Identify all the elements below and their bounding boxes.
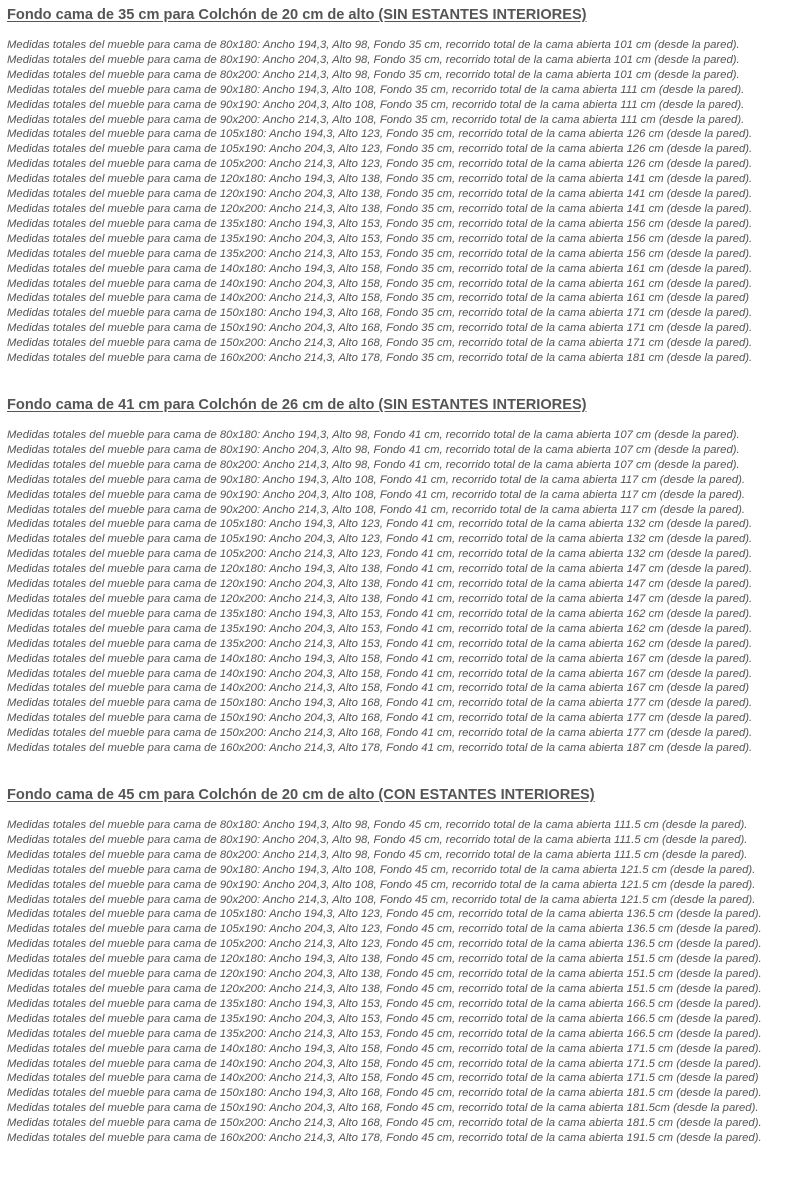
section-title: Fondo cama de 35 cm para Colchón de 20 cm de alto (SIN ESTANTES INTERIORES) <box>7 7 587 23</box>
measurement-row: Medidas totales del mueble para cama de 135x190: Ancho 204,3, Alto 153, Fondo 35 cm, recorrido total de la cama abierta 156 cm (desde la pared). <box>7 232 753 245</box>
measurement-row: Medidas totales del mueble para cama de 90x180: Ancho 194,3, Alto 108, Fondo 35 cm, recorrido total de la cama abierta 111 cm (desde la pared). <box>7 83 745 96</box>
measurement-row: Medidas totales del mueble para cama de 135x200: Ancho 214,3, Alto 153, Fondo 45 cm, recorrido total de la cama abierta 166.5 cm (desde la pared). <box>7 1027 762 1040</box>
measurement-list <box>7 38 799 366</box>
measurement-row: Medidas totales del mueble para cama de 150x200: Ancho 214,3, Alto 168, Fondo 35 cm, recorrido total de la cama abierta 171 cm (desde la pared). <box>7 337 753 350</box>
measurement-row: Medidas totales del mueble para cama de 120x200: Ancho 214,3, Alto 138, Fondo 41 cm, recorrido total de la cama abierta 147 cm (desde la pared). <box>7 592 753 605</box>
measurement-row: Medidas totales del mueble para cama de 120x190: Ancho 204,3, Alto 138, Fondo 35 cm, recorrido total de la cama abierta 141 cm (desde la pared). <box>7 188 753 201</box>
measurement-row: Medidas totales del mueble para cama de 90x200: Ancho 214,3, Alto 108, Fondo 35 cm, recorrido total de la cama abierta 111 cm (desde la pared). <box>7 113 745 126</box>
measurement-row: Medidas totales del mueble para cama de 80x200: Ancho 214,3, Alto 98, Fondo 45 cm, recorrido total de la cama abierta 111.5 cm (desde la pared). <box>7 848 748 861</box>
measurement-list <box>7 818 799 1146</box>
measurement-row: Medidas totales del mueble para cama de 80x190: Ancho 204,3, Alto 98, Fondo 41 cm, recorrido total de la cama abierta 107 cm (desde la pared). <box>7 443 740 456</box>
measurement-row: Medidas totales del mueble para cama de 90x200: Ancho 214,3, Alto 108, Fondo 41 cm, recorrido total de la cama abierta 117 cm (desde la pared). <box>7 503 746 516</box>
measurement-row: Medidas totales del mueble para cama de 150x190: Ancho 204,3, Alto 168, Fondo 41 cm, recorrido total de la cama abierta 177 cm (desde la pared). <box>7 712 753 725</box>
measurement-list <box>7 428 799 756</box>
measurement-row: Medidas totales del mueble para cama de 135x180: Ancho 194,3, Alto 153, Fondo 41 cm, recorrido total de la cama abierta 162 cm (desde la pared). <box>7 607 753 620</box>
measurement-row: Medidas totales del mueble para cama de 105x180: Ancho 194,3, Alto 123, Fondo 35 cm, recorrido total de la cama abierta 126 cm (desde la pared). <box>7 128 753 141</box>
measurement-row: Medidas totales del mueble para cama de 150x180: Ancho 194,3, Alto 168, Fondo 35 cm, recorrido total de la cama abierta 171 cm (desde la pared). <box>7 307 753 320</box>
measurement-row: Medidas totales del mueble para cama de 135x180: Ancho 194,3, Alto 153, Fondo 35 cm, recorrido total de la cama abierta 156 cm (desde la pared). <box>7 217 753 230</box>
measurement-row: Medidas totales del mueble para cama de 120x180: Ancho 194,3, Alto 138, Fondo 41 cm, recorrido total de la cama abierta 147 cm (desde la pared). <box>7 563 753 576</box>
measurement-row: Medidas totales del mueble para cama de 140x190: Ancho 204,3, Alto 158, Fondo 41 cm, recorrido total de la cama abierta 167 cm (desde la pared). <box>7 667 753 680</box>
measurement-row: Medidas totales del mueble para cama de 160x200: Ancho 214,3, Alto 178, Fondo 45 cm, recorrido total de la cama abierta 191.5 cm (desde la pared). <box>7 1132 762 1145</box>
section-fondo-41 <box>7 397 799 755</box>
measurement-row: Medidas totales del mueble para cama de 135x200: Ancho 214,3, Alto 153, Fondo 35 cm, recorrido total de la cama abierta 156 cm (desde la pared). <box>7 247 753 260</box>
measurement-row: Medidas totales del mueble para cama de 140x180: Ancho 194,3, Alto 158, Fondo 45 cm, recorrido total de la cama abierta 171.5 cm (desde la pared). <box>7 1042 762 1055</box>
measurement-row: Medidas totales del mueble para cama de 135x180: Ancho 194,3, Alto 153, Fondo 45 cm, recorrido total de la cama abierta 166.5 cm (desde la pared). <box>7 997 762 1010</box>
measurement-row: Medidas totales del mueble para cama de 80x180: Ancho 194,3, Alto 98, Fondo 35 cm, recorrido total de la cama abierta 101 cm (desde la pared). <box>7 39 740 51</box>
measurement-row: Medidas totales del mueble para cama de 105x200: Ancho 214,3, Alto 123, Fondo 41 cm, recorrido total de la cama abierta 132 cm (desde la pared). <box>7 548 753 561</box>
measurement-row: Medidas totales del mueble para cama de 120x190: Ancho 204,3, Alto 138, Fondo 45 cm, recorrido total de la cama abierta 151.5 cm (desde la pared). <box>7 968 762 981</box>
measurement-row: Medidas totales del mueble para cama de 150x190: Ancho 204,3, Alto 168, Fondo 35 cm, recorrido total de la cama abierta 171 cm (desde la pared). <box>7 322 753 335</box>
measurement-row: Medidas totales del mueble para cama de 105x200: Ancho 214,3, Alto 123, Fondo 45 cm, recorrido total de la cama abierta 136.5 cm (desde la pared). <box>7 938 762 951</box>
measurement-row: Medidas totales del mueble para cama de 140x200: Ancho 214,3, Alto 158, Fondo 45 cm, recorrido total de la cama abierta 171.5 cm (desde la pared) <box>7 1072 759 1085</box>
measurement-row: Medidas totales del mueble para cama de 105x190: Ancho 204,3, Alto 123, Fondo 41 cm, recorrido total de la cama abierta 132 cm (desde la pared). <box>7 533 753 546</box>
measurement-row: Medidas totales del mueble para cama de 105x180: Ancho 194,3, Alto 123, Fondo 41 cm, recorrido total de la cama abierta 132 cm (desde la pared). <box>7 518 753 531</box>
measurement-row: Medidas totales del mueble para cama de 140x200: Ancho 214,3, Alto 158, Fondo 35 cm, recorrido total de la cama abierta 161 cm (desde la pared) <box>7 292 750 305</box>
measurement-row: Medidas totales del mueble para cama de 120x180: Ancho 194,3, Alto 138, Fondo 35 cm, recorrido total de la cama abierta 141 cm (desde la pared). <box>7 173 753 186</box>
measurement-row: Medidas totales del mueble para cama de 80x200: Ancho 214,3, Alto 98, Fondo 35 cm, recorrido total de la cama abierta 101 cm (desde la pared). <box>7 68 740 81</box>
measurement-row: Medidas totales del mueble para cama de 90x190: Ancho 204,3, Alto 108, Fondo 35 cm, recorrido total de la cama abierta 111 cm (desde la pared). <box>7 98 745 111</box>
measurement-row: Medidas totales del mueble para cama de 90x200: Ancho 214,3, Alto 108, Fondo 45 cm, recorrido total de la cama abierta 121.5 cm (desde la pared). <box>7 893 756 906</box>
measurement-row: Medidas totales del mueble para cama de 140x180: Ancho 194,3, Alto 158, Fondo 41 cm, recorrido total de la cama abierta 167 cm (desde la pared). <box>7 652 753 665</box>
measurement-row: Medidas totales del mueble para cama de 150x190: Ancho 204,3, Alto 168, Fondo 45 cm, recorrido total de la cama abierta 181.5cm (desde la pared). <box>7 1102 759 1115</box>
measurement-row: Medidas totales del mueble para cama de 105x180: Ancho 194,3, Alto 123, Fondo 45 cm, recorrido total de la cama abierta 136.5 cm (desde la pared). <box>7 908 762 921</box>
section-fondo-45 <box>7 787 799 1145</box>
measurement-row: Medidas totales del mueble para cama de 120x200: Ancho 214,3, Alto 138, Fondo 35 cm, recorrido total de la cama abierta 141 cm (desde la pared). <box>7 202 753 215</box>
measurement-row: Medidas totales del mueble para cama de 135x190: Ancho 204,3, Alto 153, Fondo 41 cm, recorrido total de la cama abierta 162 cm (desde la pared). <box>7 622 753 635</box>
measurement-row: Medidas totales del mueble para cama de 80x190: Ancho 204,3, Alto 98, Fondo 35 cm, recorrido total de la cama abierta 101 cm (desde la pared). <box>7 53 740 66</box>
measurement-row: Medidas totales del mueble para cama de 105x190: Ancho 204,3, Alto 123, Fondo 45 cm, recorrido total de la cama abierta 136.5 cm (desde la pared). <box>7 923 762 936</box>
section-title: Fondo cama de 41 cm para Colchón de 26 cm de alto (SIN ESTANTES INTERIORES) <box>7 397 587 413</box>
section-title: Fondo cama de 45 cm para Colchón de 20 cm de alto (CON ESTANTES INTERIORES) <box>7 787 595 803</box>
measurement-row: Medidas totales del mueble para cama de 90x180: Ancho 194,3, Alto 108, Fondo 41 cm, recorrido total de la cama abierta 117 cm (desde la pared). <box>7 473 746 486</box>
measurement-row: Medidas totales del mueble para cama de 80x180: Ancho 194,3, Alto 98, Fondo 45 cm, recorrido total de la cama abierta 111.5 cm (desde la pared). <box>7 819 748 831</box>
measurement-row: Medidas totales del mueble para cama de 80x190: Ancho 204,3, Alto 98, Fondo 45 cm, recorrido total de la cama abierta 111.5 cm (desde la pared). <box>7 833 748 846</box>
measurement-row: Medidas totales del mueble para cama de 105x190: Ancho 204,3, Alto 123, Fondo 35 cm, recorrido total de la cama abierta 126 cm (desde la pared). <box>7 143 753 156</box>
measurement-row: Medidas totales del mueble para cama de 120x180: Ancho 194,3, Alto 138, Fondo 45 cm, recorrido total de la cama abierta 151.5 cm (desde la pared). <box>7 953 762 966</box>
measurement-row: Medidas totales del mueble para cama de 135x200: Ancho 214,3, Alto 153, Fondo 41 cm, recorrido total de la cama abierta 162 cm (desde la pared). <box>7 637 753 650</box>
measurement-row: Medidas totales del mueble para cama de 90x180: Ancho 194,3, Alto 108, Fondo 45 cm, recorrido total de la cama abierta 121.5 cm (desde la pared). <box>7 863 756 876</box>
measurement-row: Medidas totales del mueble para cama de 80x200: Ancho 214,3, Alto 98, Fondo 41 cm, recorrido total de la cama abierta 107 cm (desde la pared). <box>7 458 740 471</box>
measurement-row: Medidas totales del mueble para cama de 150x180: Ancho 194,3, Alto 168, Fondo 45 cm, recorrido total de la cama abierta 181.5 cm (desde la pared). <box>7 1087 762 1100</box>
measurement-row: Medidas totales del mueble para cama de 80x180: Ancho 194,3, Alto 98, Fondo 41 cm, recorrido total de la cama abierta 107 cm (desde la pared). <box>7 429 740 441</box>
measurement-row: Medidas totales del mueble para cama de 150x200: Ancho 214,3, Alto 168, Fondo 41 cm, recorrido total de la cama abierta 177 cm (desde la pared). <box>7 727 753 740</box>
measurement-row: Medidas totales del mueble para cama de 120x190: Ancho 204,3, Alto 138, Fondo 41 cm, recorrido total de la cama abierta 147 cm (desde la pared). <box>7 578 753 591</box>
measurement-row: Medidas totales del mueble para cama de 140x200: Ancho 214,3, Alto 158, Fondo 41 cm, recorrido total de la cama abierta 167 cm (desde la pared) <box>7 682 750 695</box>
section-fondo-35 <box>7 7 799 365</box>
measurement-row: Medidas totales del mueble para cama de 90x190: Ancho 204,3, Alto 108, Fondo 41 cm, recorrido total de la cama abierta 117 cm (desde la pared). <box>7 488 746 501</box>
measurement-row: Medidas totales del mueble para cama de 150x200: Ancho 214,3, Alto 168, Fondo 45 cm, recorrido total de la cama abierta 181.5 cm (desde la pared). <box>7 1117 762 1130</box>
measurement-row: Medidas totales del mueble para cama de 140x190: Ancho 204,3, Alto 158, Fondo 35 cm, recorrido total de la cama abierta 161 cm (desde la pared). <box>7 277 753 290</box>
measurement-row: Medidas totales del mueble para cama de 90x190: Ancho 204,3, Alto 108, Fondo 45 cm, recorrido total de la cama abierta 121.5 cm (desde la pared). <box>7 878 756 891</box>
measurement-row: Medidas totales del mueble para cama de 150x180: Ancho 194,3, Alto 168, Fondo 41 cm, recorrido total de la cama abierta 177 cm (desde la pared). <box>7 697 753 710</box>
measurement-row: Medidas totales del mueble para cama de 105x200: Ancho 214,3, Alto 123, Fondo 35 cm, recorrido total de la cama abierta 126 cm (desde la pared). <box>7 158 753 171</box>
measurement-row: Medidas totales del mueble para cama de 120x200: Ancho 214,3, Alto 138, Fondo 45 cm, recorrido total de la cama abierta 151.5 cm (desde la pared). <box>7 982 762 995</box>
measurement-row: Medidas totales del mueble para cama de 160x200: Ancho 214,3, Alto 178, Fondo 41 cm, recorrido total de la cama abierta 187 cm (desde la pared). <box>7 742 753 755</box>
measurement-row: Medidas totales del mueble para cama de 140x180: Ancho 194,3, Alto 158, Fondo 35 cm, recorrido total de la cama abierta 161 cm (desde la pared). <box>7 262 753 275</box>
measurement-row: Medidas totales del mueble para cama de 160x200: Ancho 214,3, Alto 178, Fondo 35 cm, recorrido total de la cama abierta 181 cm (desde la pared). <box>7 352 753 365</box>
measurement-row: Medidas totales del mueble para cama de 140x190: Ancho 204,3, Alto 158, Fondo 45 cm, recorrido total de la cama abierta 171.5 cm (desde la pared). <box>7 1057 762 1070</box>
measurement-row: Medidas totales del mueble para cama de 135x190: Ancho 204,3, Alto 153, Fondo 45 cm, recorrido total de la cama abierta 166.5 cm (desde la pared). <box>7 1012 762 1025</box>
